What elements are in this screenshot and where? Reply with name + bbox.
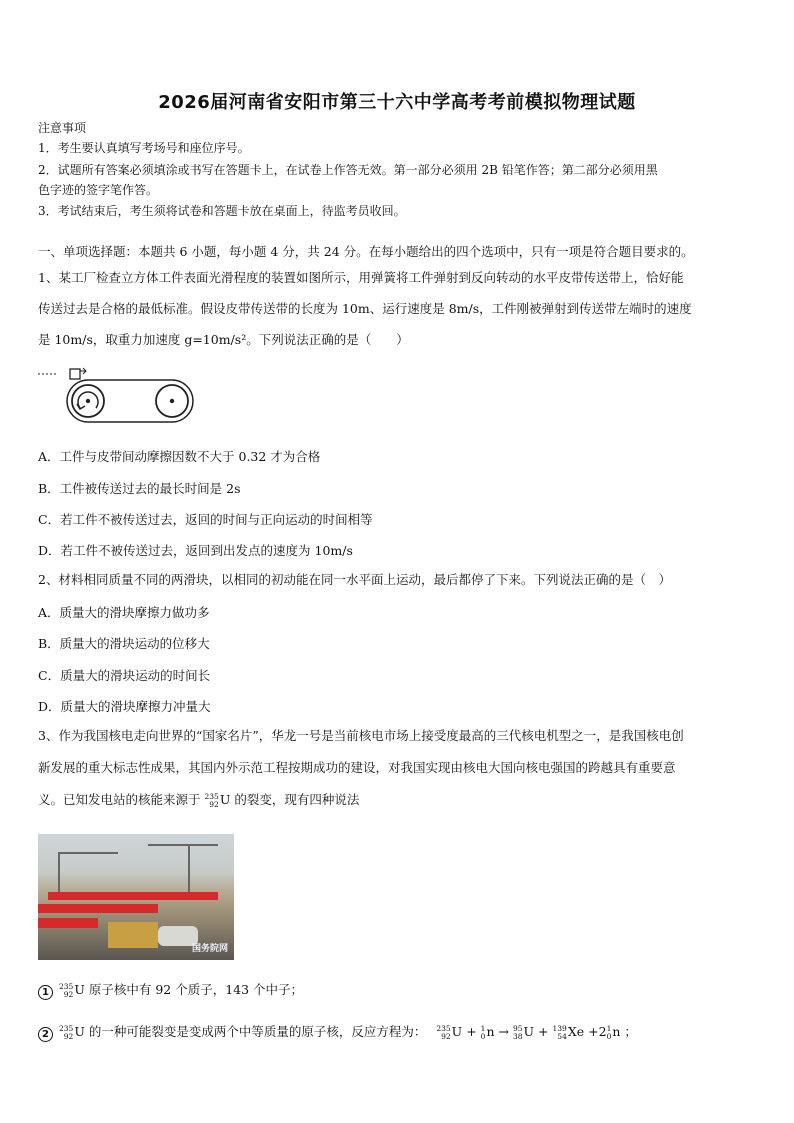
uranium-235-nuclide: 235 92 U [58,1023,85,1041]
q1-option-d: D．若工件不被传送过去，返回到出发点的速度为 10m/s [38,543,353,558]
q3-stem-line: 3、作为我国核电走向世界的“国家名片”，华龙一号是当前核电市场上接受度最高的三代核电机型之一，是我国核电创 [38,728,684,743]
photo-watermark: 国务院网 [191,944,228,954]
q3-stem-line3 [38,792,760,809]
q3-statement-1: 1 235 92 U 原子核中有 92 个质子，143 个中子； [38,982,760,1000]
uranium-235-nuclide: 235 92 U [58,981,85,999]
statement-number-1: 1 [38,985,53,1000]
construction-site-photo [38,834,234,960]
q2-option-d: D．质量大的滑块摩擦力冲量大 [38,699,211,714]
q1-stem-line: 传送过去是合格的最低标准。假设皮带传送带的长度为 10m、运行速度是 8m/s，工件刚被弹射到传送带左端时的速度 [38,301,692,316]
q2-option-a: A．质量大的滑块摩擦力做功多 [38,605,210,620]
conveyor-belt-diagram [38,366,198,428]
q2-option-b: B．质量大的滑块运动的位移大 [38,636,210,651]
uranium-235-nuclide: 235 92 U [204,791,231,809]
q3-text-post: 的裂变，现有四种说法 [234,792,360,807]
q1-stem-line: 1、某工厂检查立方体工件表面光滑程度的装置如图所示，用弹簧将工件弹射到反向转动的水平皮带传送带上，恰好能 [38,270,684,285]
notice-item: 3．考试结束后，考生须将试卷和答题卡放在桌面上，待监考员收回。 [38,204,406,218]
q3-statement-2: 2 235 92 U 的一种可能裂变是变成两个中等质量的原子核，反应方程为： 235 92 U + 1 0 n → 95 38 U + 139 54 Xe +2 1 0 n ； [38,1024,760,1042]
notice-item: 色字迹的签字笔作答。 [38,183,159,197]
notice-item: 1．考生要认真填写考场号和座位序号。 [38,141,250,155]
q2-stem: 2、材料相同质量不同的两滑块，以相同的初动能在同一水平面上运动，最后都停了下来。下列说法正确的是（ ） [38,572,671,587]
q1-option-b: B．工件被传送过去的最长时间是 2s [38,481,241,496]
q1-option-c: C．若工件不被传送过去，返回的时间与正向运动的时间相等 [38,512,373,527]
exam-title: 2026届河南省安阳市第三十六中学高考考前模拟物理试题 [158,92,636,113]
q3-stem-line: 新发展的重大标志性成果，其国内外示范工程按期成功的建设，对我国实现由核电大国向核电强国的跨越具有重要意 [38,760,676,775]
section-heading: 一、单项选择题：本题共 6 小题，每小题 4 分，共 24 分。在每小题给出的四个选项中，只有一项是符合题目要求的。 [38,244,694,259]
q3-text-pre: 义。已知发电站的核能来源于 [38,792,201,807]
notice-heading: 注意事项 [38,121,87,135]
q1-stem-line: 是 10m/s，取重力加速度 g=10m/s²。下列说法正确的是（ ） [38,332,409,347]
notice-item: 2．试题所有答案必须填涂或书写在答题卡上，在试卷上作答无效。第一部分必须用 2B 铅笔作答；第二部分必须用黑 [38,163,658,177]
fission-equation: 235 92 U + 1 0 n → 95 38 U + 139 54 Xe +2 1 0 n ； [436,1023,637,1041]
q1-option-a: A．工件与皮带间动摩擦因数不大于 0.32 才为合格 [38,449,321,464]
q2-option-c: C．质量大的滑块运动的时间长 [38,668,211,683]
statement-number-2: 2 [38,1027,53,1042]
workpiece-block [70,369,80,379]
